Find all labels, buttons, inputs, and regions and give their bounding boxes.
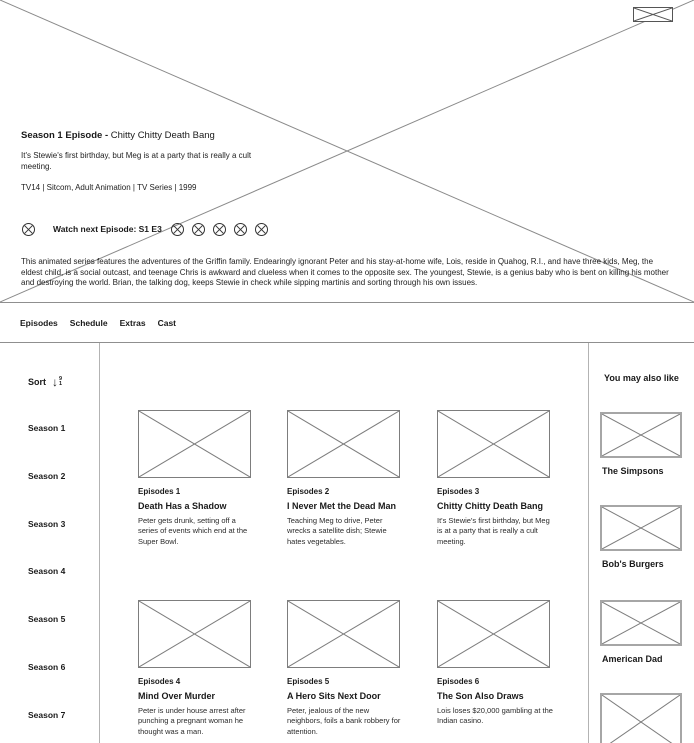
sidebar-item-season-2[interactable]: Season 2: [28, 471, 66, 481]
hero-image-placeholder: [0, 0, 694, 302]
episode-thumbnail-placeholder[interactable]: [437, 410, 550, 478]
related-item-partial[interactable]: [600, 693, 690, 743]
action-circle-x-icon[interactable]: [213, 223, 226, 236]
section-tabs: [0, 302, 694, 343]
episode-title[interactable]: Death Has a Shadow: [138, 501, 227, 511]
related-label[interactable]: Bob's Burgers: [602, 559, 664, 569]
related-item-bobs-burgers[interactable]: [600, 505, 690, 569]
episode-thumbnail-placeholder[interactable]: [437, 600, 550, 668]
crossed-box-icon: [602, 507, 680, 549]
episode-title[interactable]: I Never Met the Dead Man: [287, 501, 397, 511]
watch-actions: [171, 223, 268, 236]
episode-number: Episodes 6: [437, 677, 480, 686]
episode-description: Teaching Meg to drive, Peter wrecks a satellite dish; Stewie hates vegetables.: [287, 516, 387, 546]
episode-title[interactable]: The Son Also Draws: [437, 691, 524, 701]
sidebar-item-season-3[interactable]: Season 3: [28, 519, 66, 529]
action-circle-x-icon[interactable]: [255, 223, 268, 236]
crossed-box-icon: [602, 602, 680, 644]
brand-logo-placeholder[interactable]: [633, 7, 673, 22]
watch-next-row: [22, 222, 268, 236]
season-sidebar: [0, 343, 100, 743]
related-item-the-simpsons[interactable]: [600, 412, 690, 476]
sort-control[interactable]: [28, 376, 62, 388]
related-item-american-dad[interactable]: [600, 600, 690, 664]
episode-card: [138, 600, 256, 737]
episode-title[interactable]: Chitty Chitty Death Bang: [437, 501, 544, 511]
episode-card: [437, 410, 555, 547]
episode-description: Lois loses $20,000 gambling at the Indian casino.: [437, 706, 553, 726]
tab-schedule[interactable]: Schedule: [69, 317, 108, 328]
related-thumbnail-placeholder[interactable]: [600, 505, 682, 551]
episode-number: Episodes 2: [287, 487, 330, 496]
crossed-box-icon: [602, 414, 680, 456]
related-label: American Dad: [602, 654, 663, 664]
episode-description: It's Stewie's first birthday, but Meg is at a party that is really a cult meeting.: [437, 516, 550, 546]
related-thumbnail-placeholder[interactable]: [600, 693, 682, 743]
sort-descending-icon: ↓ 9 1: [52, 375, 63, 389]
episode-description: Peter is under house arrest after punching a pregnant woman he thought was a man.: [138, 706, 246, 736]
watch-next-icon[interactable]: [22, 223, 35, 236]
crossed-box-icon: [438, 411, 549, 477]
episode-thumbnail-placeholder[interactable]: [138, 600, 251, 668]
episode-card: [287, 600, 405, 737]
episode-card: [437, 600, 555, 727]
sort-label: Sort: [28, 377, 46, 387]
crossed-box-icon: [288, 411, 399, 477]
episode-number: Episodes 3: [437, 487, 480, 496]
series-description: This animated series features the adventures of the Griffin family. Endearingly ignorant Peter and his stay-at-home wife, Lois, reside in Quahog, R.I., and have three kids, Meg, the eldest child, is a social outcast, and teenage Chris is awkward and clueless when it comes to the opposite sex. The youngest, Stewie, is a genius baby who is bent on killing his mother and destroying the world. Brian, the talking dog, keeps Stewie in check while sipping martinis and sorting through his own issues.: [21, 257, 669, 288]
sidebar-item-season-1[interactable]: Season 1: [28, 423, 66, 433]
tab-extras[interactable]: Extras: [119, 317, 146, 328]
crossed-box-icon: [438, 601, 549, 667]
episode-card: [138, 410, 256, 547]
episode-heading-name: Chitty Chitty Death Bang: [110, 130, 215, 141]
sidebar-item-season-7[interactable]: Season 7: [28, 710, 66, 720]
crossed-box-icon: [288, 601, 399, 667]
related-label[interactable]: The Simpsons: [602, 466, 664, 476]
related-title: You may also like: [604, 373, 679, 383]
action-circle-x-icon[interactable]: [192, 223, 205, 236]
episode-thumbnail-placeholder[interactable]: [138, 410, 251, 478]
sidebar-item-season-4[interactable]: Season 4: [28, 566, 66, 576]
episode-description: Peter, jealous of the new neighbors, foils a bank robbery for attention.: [287, 706, 401, 736]
episode-number: Episodes 5: [287, 677, 330, 686]
tab-episodes[interactable]: Episodes: [20, 317, 58, 328]
episode-thumbnail-placeholder[interactable]: [287, 410, 400, 478]
action-circle-x-icon[interactable]: [234, 223, 247, 236]
tab-cast[interactable]: Cast: [157, 317, 177, 328]
sidebar-item-season-5[interactable]: Season 5: [28, 614, 66, 624]
episode-synopsis: It's Stewie's first birthday, but Meg is at a party that is really a cult meeting.: [21, 151, 252, 171]
show-meta: TV14 | Sitcom, Adult Animation | TV Series | 1999: [21, 183, 197, 192]
related-thumbnail-placeholder[interactable]: [600, 412, 682, 458]
content-area: [0, 343, 694, 743]
action-circle-x-icon[interactable]: [171, 223, 184, 236]
episode-title[interactable]: Mind Over Murder: [138, 691, 216, 701]
episode-heading: [21, 130, 215, 141]
crossed-box-icon: [139, 411, 250, 477]
episode-description: Peter gets drunk, setting off a series of events which end at the Super Bowl.: [138, 516, 248, 546]
episode-title[interactable]: A Hero Sits Next Door: [287, 691, 381, 701]
sidebar-item-season-6[interactable]: Season 6: [28, 662, 66, 672]
crossed-box-icon: [634, 8, 672, 21]
episode-number: Episodes 1: [138, 487, 181, 496]
crossed-box-icon: [139, 601, 250, 667]
crossed-box-icon: [602, 695, 680, 743]
related-thumbnail-placeholder[interactable]: [600, 600, 682, 646]
episode-number: Episodes 4: [138, 677, 181, 686]
episode-thumbnail-placeholder[interactable]: [287, 600, 400, 668]
episode-heading-season: Season 1 Episode -: [21, 130, 109, 141]
episode-card: [287, 410, 405, 547]
related-sidebar: [588, 343, 694, 743]
watch-next-label[interactable]: Watch next Episode: S1 E3: [53, 224, 162, 234]
